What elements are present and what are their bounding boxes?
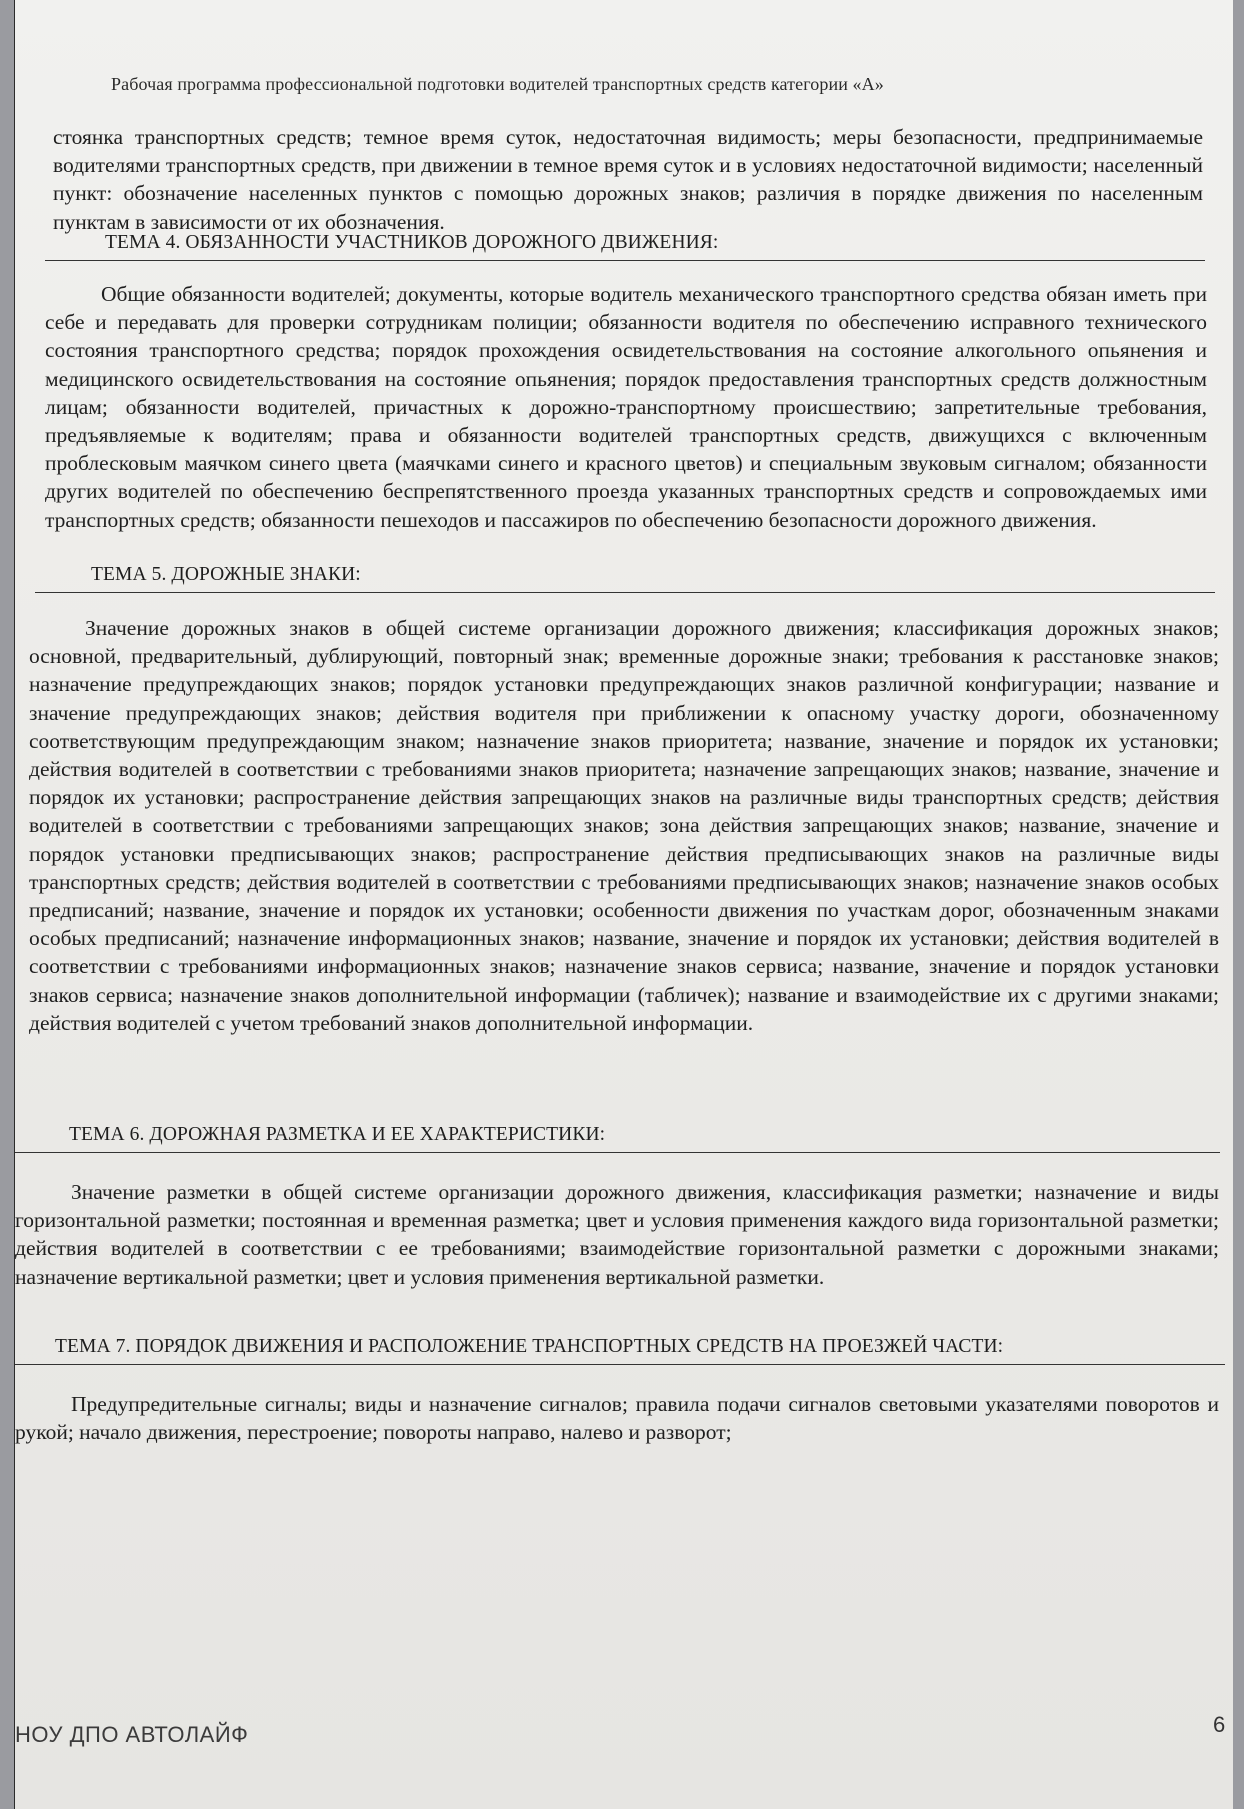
theme-4-rule (45, 260, 1205, 261)
document-page (14, 0, 1233, 1809)
theme-7-body-block (15, 1390, 1219, 1446)
theme-7-rule (15, 1364, 1225, 1365)
footer-organization: НОУ ДПО АВТОЛАЙФ (15, 1722, 249, 1747)
intro-paragraph: стоянка транспортных средств; темное время суток, недостаточная видимость; меры безопасности, предпринимаемые водителями транспортных средств, при движении в темное время суток и в условиях недостаточной видимости; населенный пункт: обозначение населенных пунктов с помощью дорожных знаков; различия в порядке движения по населенным пунктам в зависимости от их обозначения. (53, 125, 1203, 234)
theme-5-rule (35, 592, 1215, 593)
theme-4-heading: ТЕМА 4. ОБЯЗАННОСТИ УЧАСТНИКОВ ДОРОЖНОГО ДВИЖЕНИЯ: (105, 232, 719, 253)
theme-4-body-block (45, 280, 1207, 534)
theme-4-body: Общие обязанности водителей; документы, которые водитель механического транспортного средства обязан иметь при себе и передавать для проверки сотрудникам полиции; обязанности водителя по обеспечению исправного технического состояния транспортного средства; порядок прохождения освидетельствования на состояние алкогольного опьянения и медицинского освидетельствования на состояние опьянения; порядок предоставления транспортных средств должностным лицам; обязанности водителей, причастных к дорожно-транспортному происшествию; запретительные требования, предъявляемые к водителям; права и обязанности водителей транспортных средств, движущихся с включенным проблесковым маячком синего цвета (маячками синего и красного цветов) и специальным звуковым сигналом; обязанности других водителей по обеспечению беспрепятственного проезда указанных транспортных средств и сопровождаемых ими транспортных средств; обязанности пешеходов и пассажиров по обеспечению безопасности дорожного движения. (45, 282, 1207, 532)
theme-5-body-block (29, 614, 1219, 1037)
page-number: 6 (1213, 1712, 1226, 1737)
theme-6-body-block (15, 1178, 1219, 1291)
theme-6-heading: ТЕМА 6. ДОРОЖНАЯ РАЗМЕТКА И ЕЕ ХАРАКТЕРИСТИКИ: (69, 1124, 606, 1145)
theme-6-body: Значение разметки в общей системе организации дорожного движения, классификация разметки; назначение и виды горизонтальной разметки; постоянная и временная разметка; цвет и условия применения каждого вида горизонтальной разметки; действия водителей в соответствии с ее требованиями; взаимодействие горизонтальной разметки с дорожными знаками; назначение вертикальной разметки; цвет и условия применения вертикальной разметки. (15, 1180, 1219, 1289)
theme-5-heading: ТЕМА 5. ДОРОЖНЫЕ ЗНАКИ: (91, 564, 361, 585)
running-header: Рабочая программа профессиональной подготовки водителей транспортных средств категории «А» (111, 74, 884, 94)
theme-5-body: Значение дорожных знаков в общей системе организации дорожного движения; классификация дорожных знаков; основной, предварительный, дублирующий, повторный знак; временные дорожные знаки; требования к расстановке знаков; назначение предупреждающих знаков; порядок установки предупреждающих знаков различной конфигурации; название и значение предупреждающих знаков; действия водителя при приближении к опасному участку дороги, обозначенному соответствующим предупреждающим знаком; назначение знаков приоритета; название, значение и порядок их установки; действия водителей в соответствии с требованиями знаков приоритета; назначение запрещающих знаков; название, значение и порядок их установки; распространение действия запрещающих знаков на различные виды транспортных средств; действия водителей в соответствии с требованиями запрещающих знаков; зона действия запрещающих знаков; название, значение и порядок установки предписывающих знаков; распространение действия предписывающих знаков на различные виды транспортных средств; действия водителей в соответствии с требованиями предписывающих знаков; назначение знаков особых предписаний; название, значение и порядок их установки; особенности движения по участкам дорог, обозначенным знаками особых предписаний; назначение информационных знаков; название, значение и порядок их установки; действия водителей в соответствии с требованиями информационных знаков; назначение знаков сервиса; название, значение и порядок установки знаков сервиса; назначение знаков дополнительной информации (табличек); название и взаимодействие их с другими знаками; действия водителей с учетом требований знаков дополнительной информации. (29, 616, 1219, 1035)
intro-paragraph-block (53, 123, 1203, 236)
theme-7-body: Предупредительные сигналы; виды и назначение сигналов; правила подачи сигналов световыми указателями поворотов и рукой; начало движения, перестроение; повороты направо, налево и разворот; (15, 1392, 1219, 1445)
theme-6-rule (15, 1152, 1220, 1153)
theme-7-heading: ТЕМА 7. ПОРЯДОК ДВИЖЕНИЯ И РАСПОЛОЖЕНИЕ ТРАНСПОРТНЫХ СРЕДСТВ НА ПРОЕЗЖЕЙ ЧАСТИ: (55, 1336, 1004, 1357)
